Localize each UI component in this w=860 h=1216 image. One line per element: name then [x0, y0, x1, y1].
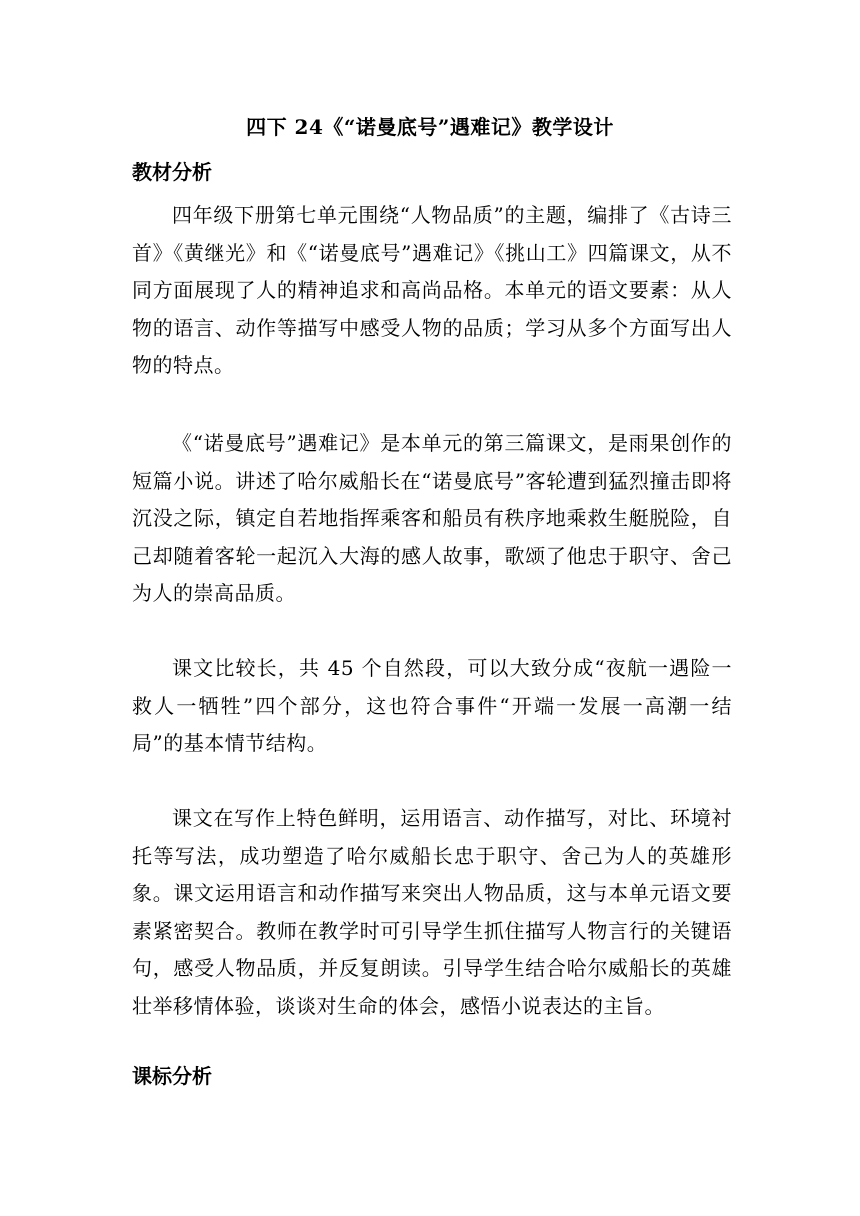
document-title: 四下 24《“诺曼底号”遇难记》教学设计: [246, 115, 614, 139]
section-heading-curriculum-analysis: 课标分析: [132, 1064, 212, 1088]
paragraph-4: 课文在写作上特色鲜明，运用语言、动作描写，对比、环境衬托等写法，成功塑造了哈尔威船长忠于职守、舍己为人的英雄形象。课文运用语言和动作描写来突出人物品质，这与本单元语文要素紧密契合。教师在教学时可引导学生抓住描写人物言行的关键语句，感受人物品质，并反复朗读。引导学生结合哈尔威船长的英雄壮举移情体验，谈谈对生命的体会，感悟小说表达的主旨。: [132, 806, 732, 1018]
section-heading-textbook-analysis: 教材分析: [132, 160, 212, 184]
paragraph-2: 《“诺曼底号”遇难记》是本单元的第三篇课文，是雨果创作的短篇小说。讲述了哈尔威船长在“诺曼底号”客轮遭到猛烈撞击即将沉没之际，镇定自若地指挥乘客和船员有秩序地乘救生艇脱险，自己却随着客轮一起沉入大海的感人故事，歌颂了他忠于职守、舍己为人的崇高品质。: [132, 431, 732, 606]
paragraph-1: 四年级下册第七单元围绕“人物品质”的主题，编排了《古诗三首》《黄继光》和《“诺曼底号”遇难记》《挑山工》四篇课文，从不同方面展现了人的精神追求和高尚品格。本单元的语文要素：从人物的语言、动作等描写中感受人物的品质；学习从多个方面写出人物的特点。: [132, 203, 732, 378]
paragraph-3: 课文比较长，共 45 个自然段，可以大致分成“夜航一遇险一救人一牺牲”四个部分，这也符合事件“开端一发展一高潮一结局”的基本情节结构。: [132, 656, 732, 756]
